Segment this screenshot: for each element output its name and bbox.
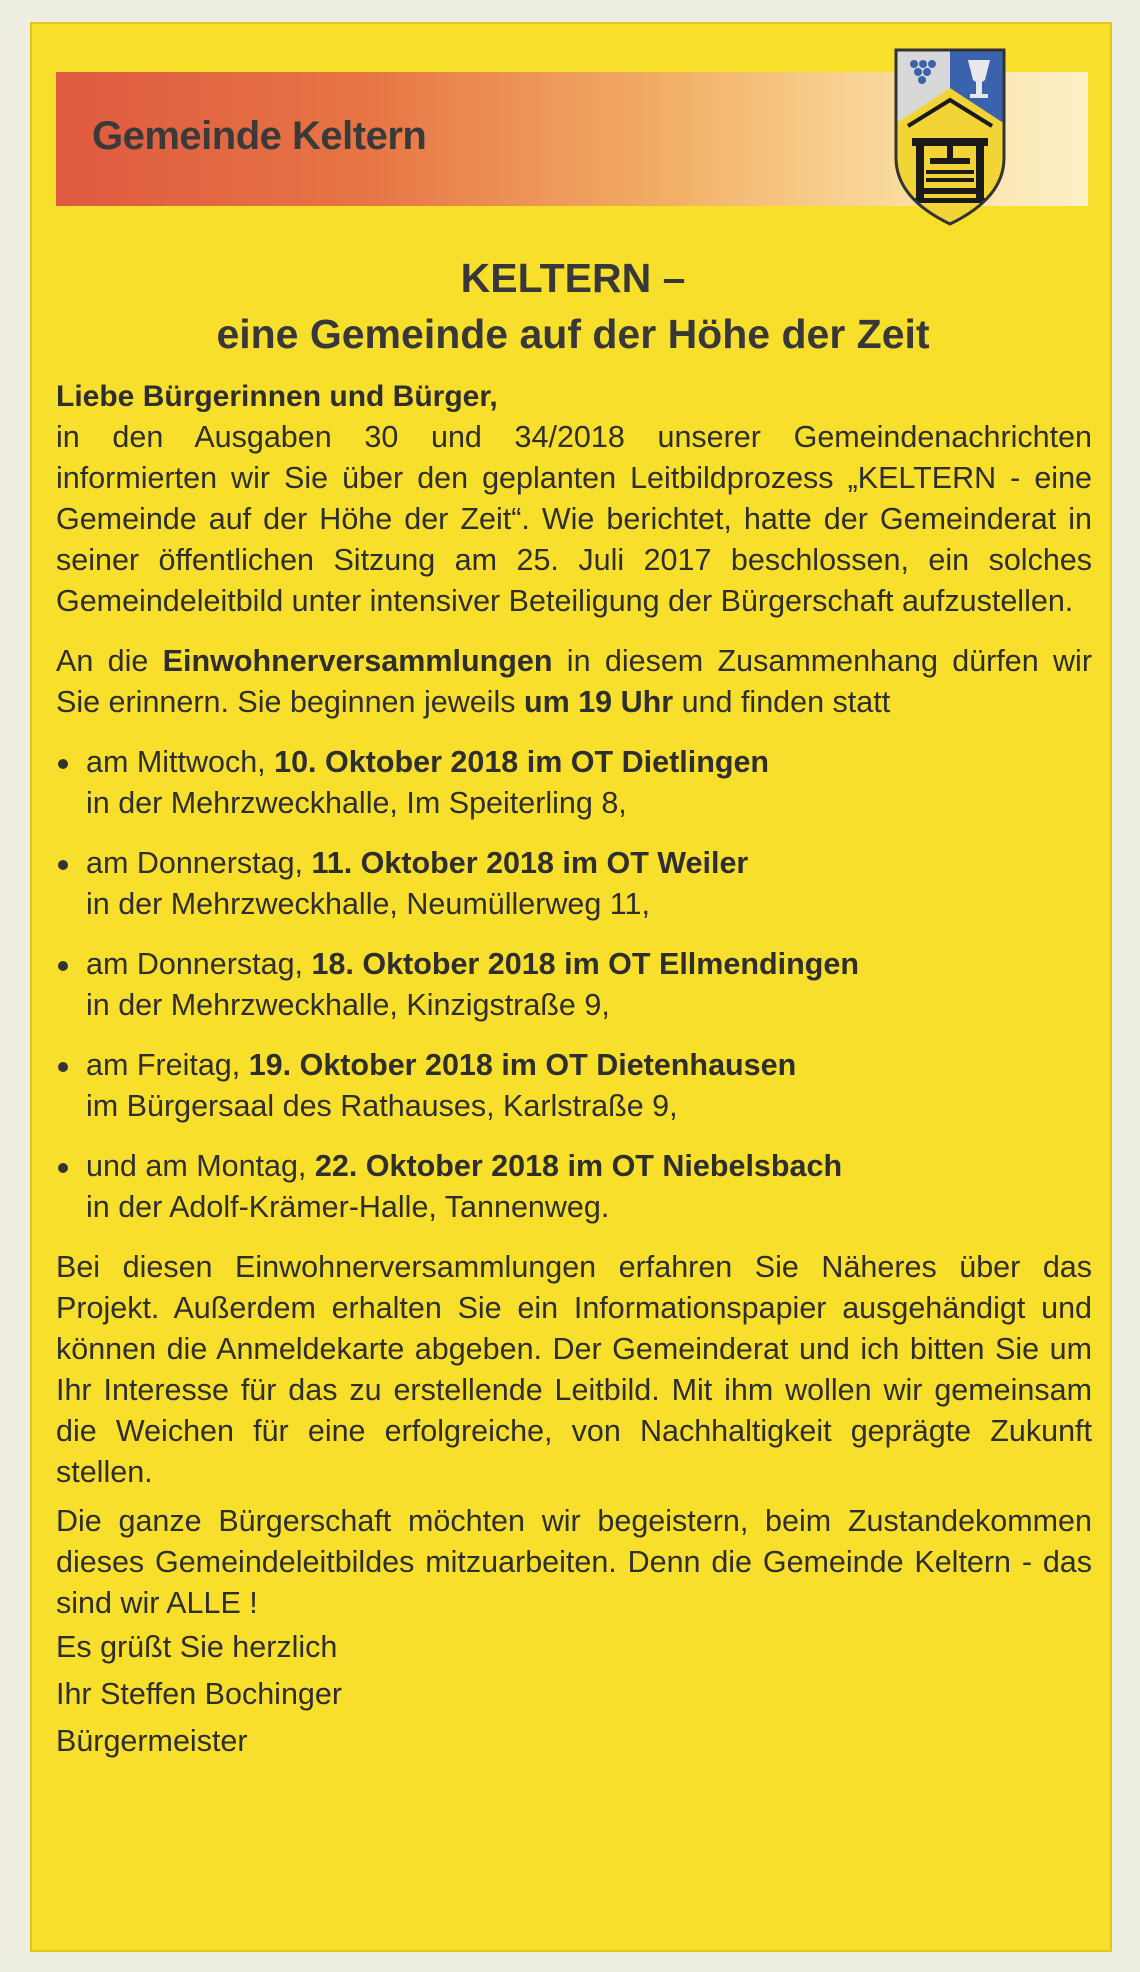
event-item: und am Montag, 22. Oktober 2018 im OT Niebelsbach in der Adolf-Krämer-Halle, Tannenweg. xyxy=(56,1146,1092,1228)
event-list xyxy=(56,742,1092,1228)
event-location: in der Adolf-Krämer-Halle, Tannenweg. xyxy=(86,1190,610,1224)
signature-closing: Es grüßt Sie herzlich xyxy=(56,1630,338,1664)
newsletter-page xyxy=(30,22,1112,1952)
headline-line-1: KELTERN – xyxy=(460,255,686,301)
event-item: am Donnerstag, 11. Oktober 2018 im OT Weiler in der Mehrzweckhalle, Neumüllerweg 11, xyxy=(56,843,1092,925)
signature-name: Ihr Steffen Bochinger xyxy=(56,1677,342,1711)
event-location: in der Mehrzweckhalle, Neumüllerweg 11, xyxy=(86,887,650,921)
event-item: am Donnerstag, 18. Oktober 2018 im OT Ellmendingen in der Mehrzweckhalle, Kinzigstraße 9, xyxy=(56,944,1092,1026)
signature-title: Bürgermeister xyxy=(56,1724,248,1758)
signature-block xyxy=(56,1624,1092,1765)
event-location: in der Mehrzweckhalle, Im Speiterling 8, xyxy=(86,786,627,820)
closing-paragraph: Die ganze Bürgerschaft möchten wir begeistern, beim Zustandekommen dieses Gemeindeleitbildes mitzuarbeiten. Denn die Gemeinde Keltern - das sind wir ALLE ! xyxy=(56,1504,1092,1620)
project-paragraph: Bei diesen Einwohnerversammlungen erfahren Sie Näheres über das Projekt. Außerdem erhalten Sie ein Informationspapier ausgehändigt und können die Anmeldekarte abgeben. Der Gemeinderat und ich bitten Sie um Ihr Interesse für das zu erstellende Leitbild. Mit ihm wollen wir gemeinsam die Weichen für eine erfolgreiche, von Nachhaltigkeit geprägte Zukunft stellen. xyxy=(56,1250,1092,1489)
coat-of-arms xyxy=(892,46,1008,228)
event-location: im Bürgersaal des Rathauses, Karlstraße 9, xyxy=(86,1089,678,1123)
event-date: 11. Oktober 2018 im OT Weiler xyxy=(311,846,749,880)
event-date: 10. Oktober 2018 im OT Dietlingen xyxy=(274,745,770,779)
event-location: in der Mehrzweckhalle, Kinzigstraße 9, xyxy=(86,988,610,1022)
event-item: am Mittwoch, 10. Oktober 2018 im OT Dietlingen in der Mehrzweckhalle, Im Speiterling 8, xyxy=(56,742,1092,824)
event-date: 22. Oktober 2018 im OT Niebelsbach xyxy=(314,1149,843,1183)
invitation-time: um 19 Uhr xyxy=(523,685,674,719)
greeting: Liebe Bürgerinnen und Bürger, xyxy=(56,380,498,413)
intro-paragraph: in den Ausgaben 30 und 34/2018 unserer Gemeindenachrichten informierten wir Sie über den geplanten Leitbildprozess „KELTERN - eine Gemeinde auf der Höhe der Zeit“. Wie berichtet, hatte der Gemeinderat in seiner öffentlichen Sitzung am 25. Juli 2017 beschlossen, ein solches Gemeindeleitbild unter intensiver Beteiligung der Bürgerschaft aufzustellen. xyxy=(56,420,1092,618)
article-body xyxy=(56,376,1092,1765)
event-date: 18. Oktober 2018 im OT Ellmendingen xyxy=(311,947,859,981)
invitation-highlight: Einwohnerversammlungen xyxy=(162,644,553,678)
event-item: am Freitag, 19. Oktober 2018 im OT Dietenhausen im Bürgersaal des Rathauses, Karlstraße 9, xyxy=(56,1045,1092,1127)
event-date: 19. Oktober 2018 im OT Dietenhausen xyxy=(248,1048,797,1082)
headline xyxy=(56,250,1090,362)
invitation-paragraph: An die Einwohnerversammlungen in diesem Zusammenhang dürfen wir Sie erinnern. Sie beginnen jeweils um 19 Uhr und finden statt xyxy=(56,644,1092,719)
banner-title: Gemeinde Keltern xyxy=(92,114,427,158)
headline-line-2: eine Gemeinde auf der Höhe der Zeit xyxy=(216,311,930,357)
